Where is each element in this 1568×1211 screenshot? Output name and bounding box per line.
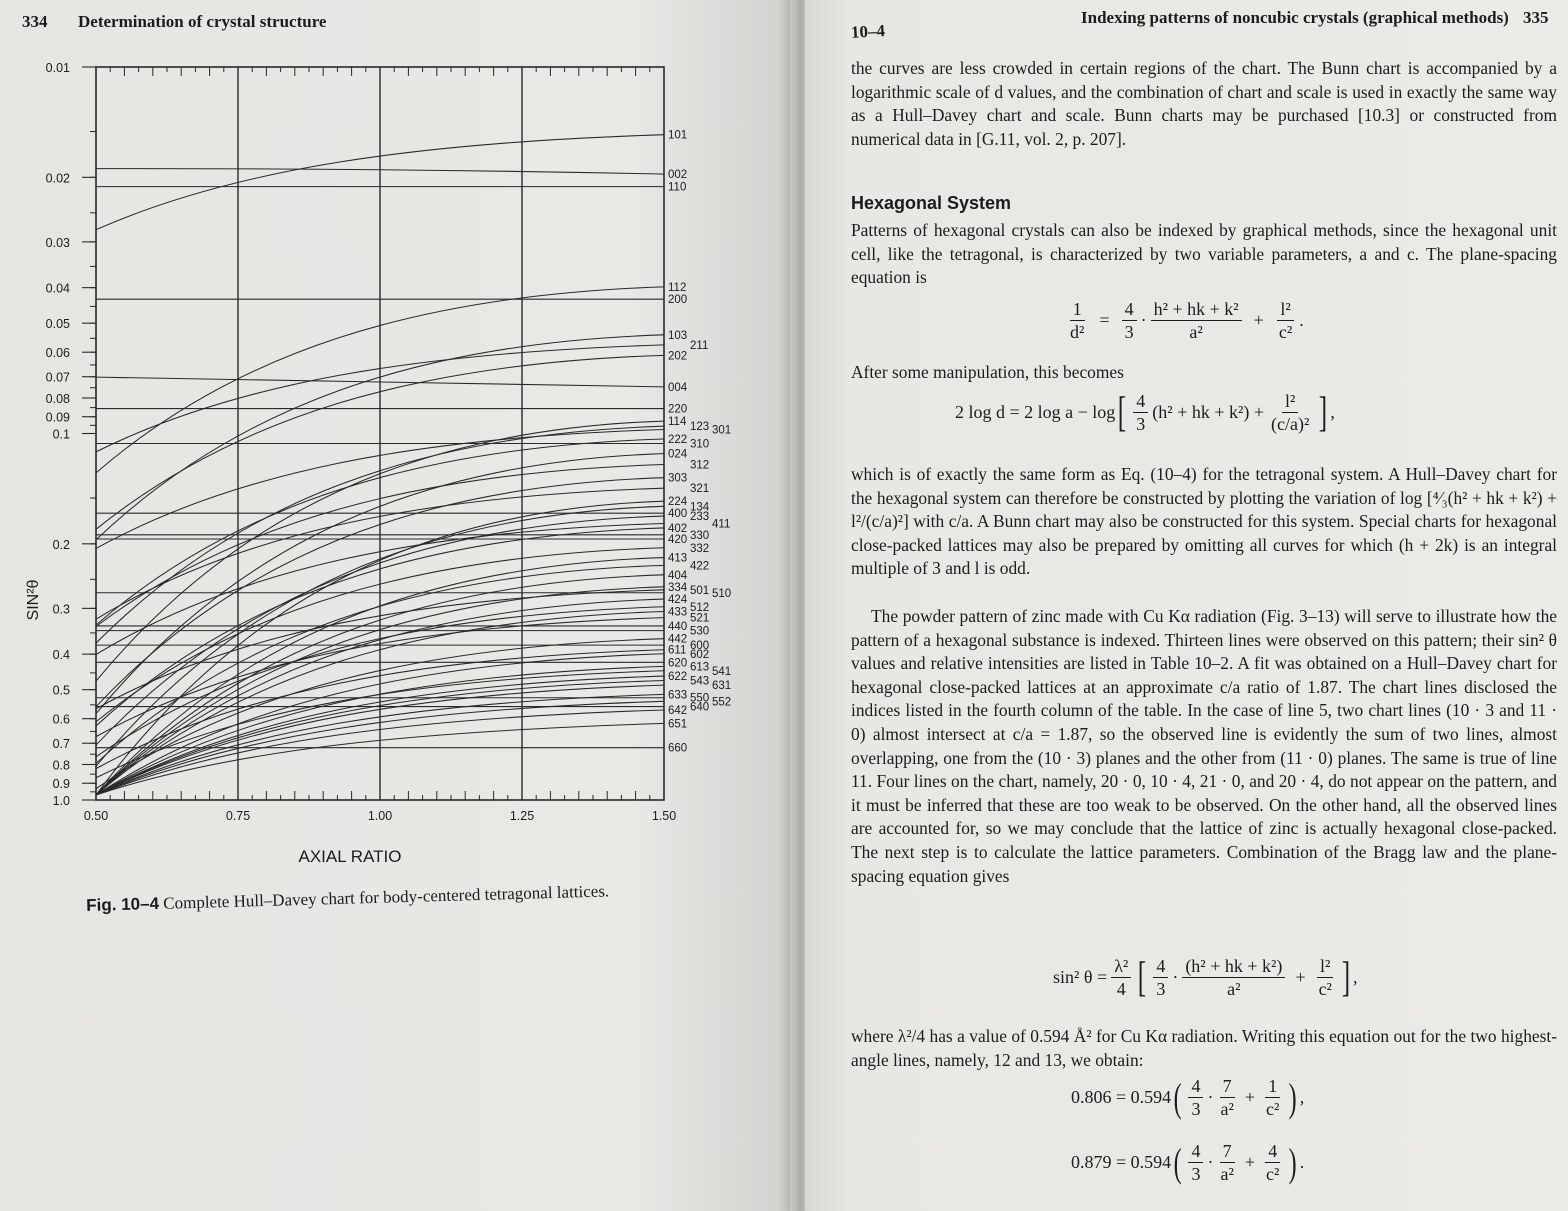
series-label-424: 424 [668, 594, 688, 607]
series-label-404: 404 [668, 569, 688, 582]
equation-line-13: 0.879 = 0.594 ( $\frac{4}{3}$ · $\frac{7}{\text{a²}}$ + $\frac{4}{\text{c²}}$ ) . [1071, 1139, 1305, 1185]
paragraph-3-text: After some manipulation, this becomes [851, 362, 1124, 382]
series-label-602: 602 [690, 648, 710, 661]
series-label-442: 442 [668, 633, 688, 646]
series-label-310: 310 [690, 438, 710, 451]
equation-line-12: 0.806 = 0.594 ( $\frac{4}{3}$ · $\frac{7}{\text{a²}}$ + $\frac{1}{\text{c²}}$ ) , [1071, 1074, 1305, 1120]
series-label-004: 004 [668, 381, 688, 394]
series-label-413: 413 [668, 552, 688, 565]
series-label-024: 024 [668, 448, 688, 461]
series-label-301: 301 [712, 424, 732, 437]
figure-label: Fig. 10–4 [86, 893, 160, 915]
left-page-number: 334 [22, 12, 48, 31]
y-tick-label: 0.4 [52, 648, 70, 663]
series-label-611: 611 [668, 644, 687, 657]
x-tick-label: 1.50 [651, 809, 677, 823]
series-label-543: 543 [690, 675, 710, 688]
series-label-642: 642 [668, 704, 688, 717]
figure-caption-text: Complete Hull–Davey chart for body-centered tetragonal lattices. [162, 881, 610, 913]
paragraph-6-text: where λ²/4 has a value of 0.594 Å² for Cu Kα radiation. Writing this equation out for the two highest-angle lines, namely, 12 and 13, we obtain: [851, 1026, 1557, 1070]
y-tick-label: 0.5 [52, 683, 70, 698]
paragraph-4 [851, 463, 1557, 581]
y-axis-title: SIN²θ [25, 579, 42, 621]
series-label-112: 112 [668, 281, 687, 294]
paragraph-5-text: The powder pattern of zinc made with Cu Kα radiation (Fig. 3–13) will serve to illustrate how the pattern of a hexagonal substance is indexed. Thirteen lines were observed on this pattern; their sin² θ values and relative intensities are listed in Table 10–2. A fit was obtained on a Hull–Davey chart for hexagonal close-packed lattices at an approximate c/a ratio of 1.87. The chart lines disclosed the indices listed in the fourth column of the table. In the case of line 5, two chart lines (10 · 3 and 11 · 0) almost intersect at c/a = 1.87, so the observed line is evidently the sum of two lines, almost overlapping, one from the (10 · 3) planes and the other from (11 · 0) planes. The same is true of line 11. Four lines on the chart, namely, 20 · 0, 10 · 4, 21 · 0, and 20 · 4, do not appear on the pattern, and it must be inferred that these are too weak to be observed. On the other hand, all the observed lines are accounted for, so we may conclude that the lattice of zinc is actually hexagonal close-packed. The next step is to calculate the lattice parameters. Combination of the Bragg law and the plane-spacing equation gives [851, 606, 1557, 886]
series-label-332: 332 [690, 542, 710, 555]
y-tick-label: 0.07 [45, 370, 70, 385]
series-label-224: 224 [668, 496, 688, 509]
series-label-312: 312 [690, 459, 710, 472]
paragraph-4-text: which is of exactly the same form as Eq. (10–4) for the tetragonal system. A Hull–Davey chart for the hexagonal system can therefore be constructed by plotting the variation of log [⁴⁄₃(h² + hk + k²) + l²/(c/a)²] with c/a. A Bunn chart may also be constructed for this system. Special charts for hexagonal close-packed lattices may also be prepared by omitting all curves for which (h + 2k) is an integral multiple of 3 and l is odd. [851, 464, 1557, 579]
y-tick-label: 0.2 [52, 537, 70, 552]
series-label-622: 622 [668, 671, 688, 684]
equation-log-form: 2 log d = 2 log a − log [ $\frac{4}{3}$ (h² + hk + k²) + $\frac{\text{l²}}{\text{(c/a)²}}$ ] , [955, 389, 1335, 436]
series-label-110: 110 [668, 181, 687, 194]
series-label-510: 510 [712, 587, 732, 600]
y-tick-label: 0.03 [45, 235, 70, 250]
y-tick-label: 0.9 [52, 777, 70, 792]
series-label-420: 420 [668, 533, 688, 546]
series-label-512: 512 [690, 601, 710, 614]
series-label-202: 202 [668, 350, 688, 363]
y-tick-label: 0.1 [52, 427, 70, 442]
series-label-220: 220 [668, 403, 688, 416]
series-label-620: 620 [668, 657, 688, 670]
series-label-660: 660 [668, 742, 688, 755]
right-page [805, 0, 1568, 1211]
series-label-211: 211 [690, 339, 709, 352]
series-label-114: 114 [668, 416, 687, 429]
series-label-440: 440 [668, 620, 688, 633]
y-tick-label: 0.6 [52, 712, 70, 727]
series-label-530: 530 [690, 625, 710, 638]
y-tick-label: 0.3 [52, 602, 70, 617]
paragraph-6 [851, 1025, 1557, 1072]
x-tick-label: 0.75 [225, 809, 251, 823]
series-label-101: 101 [668, 129, 688, 142]
series-label-200: 200 [668, 294, 688, 307]
series-label-400: 400 [668, 508, 688, 521]
right-page-number: 335 [1523, 8, 1549, 27]
series-label-501: 501 [690, 584, 710, 597]
section-number: 10–4 [850, 21, 886, 42]
paragraph-2-text: Patterns of hexagonal crystals can also be indexed by graphical methods, since the hexagonal unit cell, like the tetragonal, is characterized by two variable parameters, a and c. The plane-spacing equation is [851, 220, 1557, 288]
paragraph-5 [851, 605, 1557, 888]
series-label-521: 521 [690, 612, 710, 625]
x-tick-label: 0.50 [83, 809, 109, 823]
section-heading: Hexagonal System [851, 193, 1012, 213]
paragraph-2 [851, 219, 1557, 290]
equation-bragg-combined: sin² θ = $\frac{\text{λ²}}{4}$ [ $\frac{4}{3}$ · $\frac{\text{(h² + hk + k²)}}{\text{a²}}$ + $\frac{\text{l²}}{\text{c²}}$ ] , [1053, 954, 1358, 1001]
series-label-433: 433 [668, 606, 688, 619]
y-tick-label: 0.7 [52, 737, 70, 752]
paragraph-3 [851, 361, 1557, 385]
right-running-head: Indexing patterns of noncubic crystals (graphical methods) [1081, 8, 1509, 27]
hull-davey-chart [0, 0, 790, 1000]
y-tick-label: 0.09 [45, 410, 70, 425]
series-label-541: 541 [712, 665, 732, 678]
series-label-321: 321 [690, 483, 710, 496]
series-label-222: 222 [668, 433, 688, 446]
series-label-600: 600 [690, 640, 710, 653]
y-tick-label: 0.01 [45, 61, 70, 75]
equation-plane-spacing: $\frac{1}{\text{d²}}$ = $\frac{4}{3}$ · $\frac{\text{h² + hk + k²}}{\text{a²}}$ + $\frac{\text{l²}}{\text{c²}}$ . [1070, 299, 1304, 342]
series-label-123: 123 [690, 421, 710, 434]
x-tick-label: 1.25 [509, 809, 535, 823]
y-tick-label: 1.0 [52, 794, 70, 808]
series-label-640: 640 [690, 701, 710, 714]
paragraph-1-text: the curves are less crowded in certain regions of the chart. The Bunn chart is accompanied by a logarithmic scale of d values, and the combination of chart and scale is used in exactly the same way as a Hull–Davey chart and scale. Bunn charts may be purchased [10.3] or constructed from numerical data in [G.11, vol. 2, p. 207]. [851, 58, 1557, 149]
series-label-002: 002 [668, 169, 688, 182]
y-tick-label: 0.04 [45, 281, 70, 296]
series-label-631: 631 [712, 680, 732, 693]
series-label-402: 402 [668, 522, 688, 535]
y-tick-label: 0.06 [45, 346, 70, 361]
y-tick-label: 0.08 [45, 391, 70, 406]
series-label-411: 411 [712, 518, 731, 531]
series-label-613: 613 [690, 661, 710, 674]
left-running-head: Determination of crystal structure [78, 12, 327, 31]
paragraph-1 [851, 57, 1557, 151]
series-label-303: 303 [668, 472, 688, 485]
y-tick-label: 0.05 [45, 317, 70, 332]
series-label-552: 552 [712, 696, 732, 709]
series-label-134: 134 [690, 501, 710, 514]
series-label-550: 550 [690, 692, 710, 705]
y-tick-label: 0.8 [52, 758, 70, 773]
series-label-422: 422 [690, 560, 710, 573]
series-label-633: 633 [668, 689, 688, 702]
series-label-334: 334 [668, 581, 688, 594]
x-axis-title: AXIAL RATIO [298, 847, 402, 866]
series-label-651: 651 [668, 718, 688, 731]
y-tick-label: 0.02 [45, 171, 70, 186]
series-label-103: 103 [668, 329, 688, 342]
series-label-330: 330 [690, 529, 710, 542]
x-tick-label: 1.00 [367, 809, 393, 823]
series-label-233: 233 [690, 511, 710, 524]
